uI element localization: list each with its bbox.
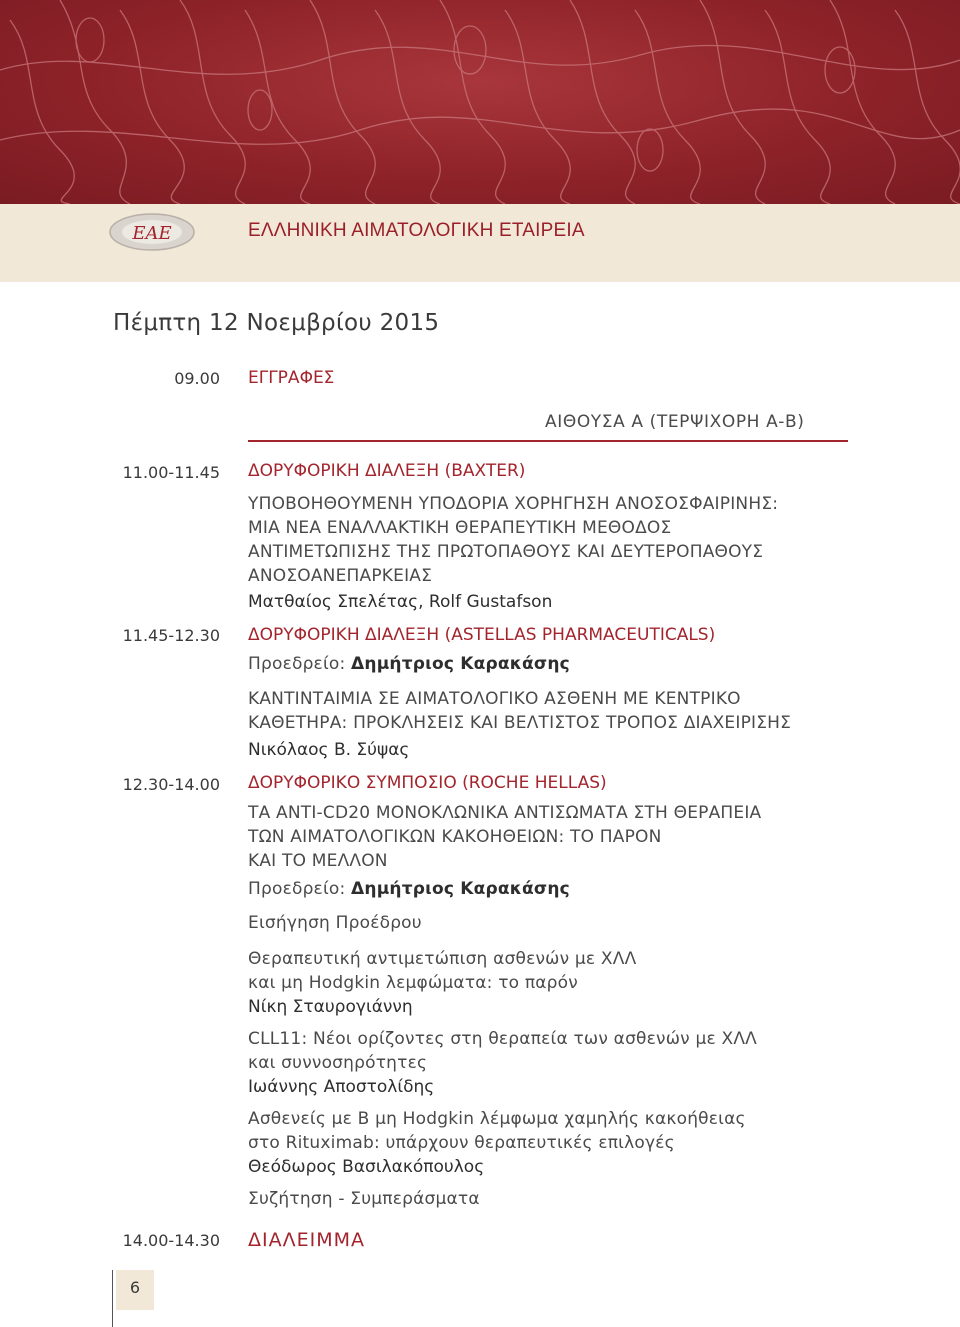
talk-title-line: ΤΑ ΑΝΤΙ-CD20 ΜΟΝΟΚΛΩΝΙΚΑ ΑΝΤΙΣΩΜΑΤΑ ΣΤΗ ΘΕΡΑΠΕΙΑ [248,803,762,823]
speaker-name: Νικόλαος Β. Σύψας [248,740,410,760]
break-time: 14.00-14.30 [122,1231,220,1250]
session-title: ΔΟΡΥΦΟΡΙΚΗ ΔΙΑΛΕΞΗ (ASTELLAS PHARMACEUTICALS) [248,625,716,645]
speaker-name: Νίκη Σταυρογιάννη [248,997,413,1017]
page-date: Πέμπτη 12 Νοεμβρίου 2015 [113,310,440,336]
logo-text: ΕΑΕ [132,223,172,244]
talk-title-line: και συννοσηρότητες [248,1053,428,1073]
decorative-banner [0,0,960,204]
talk-title-line: ΚΑΝΤΙΝΤΑΙΜΙΑ ΣΕ ΑΙΜΑΤΟΛΟΓΙΚΟ ΑΣΘΕΝΗ ΜΕ ΚΕΝΤΡΙΚΟ [248,689,741,709]
registration-title: ΕΓΓΡΑΦΕΣ [248,368,335,388]
speaker-name: Θεόδωρος Βασιλακόπουλος [248,1157,485,1177]
chair-label: Προεδρείο: [248,879,352,899]
session-time: 12.30-14.00 [122,775,220,794]
talk-title-line: ΚΑΙ ΤΟ ΜΕΛΛΟΝ [248,851,388,871]
break-title: ΔΙΑΛΕΙΜΜΑ [248,1229,365,1251]
talk-title-line: ΤΩΝ ΑΙΜΑΤΟΛΟΓΙΚΩΝ ΚΑΚΟΗΘΕΙΩΝ: ΤΟ ΠΑΡΟΝ [248,827,662,847]
session-title: ΔΟΡΥΦΟΡΙΚΟ ΣΥΜΠΟΣΙΟ (ROCHE HELLAS) [248,773,607,793]
talk-title-line: Θεραπευτική αντιμετώπιση ασθενών με ΧΛΛ [248,949,637,969]
session-time: 11.00-11.45 [122,463,220,482]
room-divider [248,440,848,442]
page-number: 6 [129,1278,141,1297]
registration-time: 09.00 [174,369,220,388]
chair-label: Προεδρείο: [248,654,352,674]
talk-title-line: ΑΝΟΣΟΑΝΕΠΑΡΚΕΙΑΣ [248,566,433,586]
society-name: ΕΛΛΗΝΙΚΗ ΑΙΜΑΤΟΛΟΓΙΚΗ ΕΤΑΙΡΕΙΑ [248,220,585,241]
chair-name: Δημήτριος Καρακάσης [351,654,570,674]
page-side-rule [112,1270,113,1327]
banner-pattern-icon [0,0,960,204]
session-time: 11.45-12.30 [122,626,220,645]
speaker-name: Ιωάννης Αποστολίδης [248,1077,435,1097]
talk-title-line: ΥΠΟΒΟΗΘΟΥΜΕΝΗ ΥΠΟΔΟΡΙΑ ΧΟΡΗΓΗΣΗ ΑΝΟΣΟΣΦΑΙΡΙΝΗΣ: [248,494,779,514]
talk-title-line: ΑΝΤΙΜΕΤΩΠΙΣΗΣ ΤΗΣ ΠΡΩΤΟΠΑΘΟΥΣ ΚΑΙ ΔΕΥΤΕΡΟΠΑΘΟΥΣ [248,542,764,562]
talk-title-line: Ασθενείς με Β μη Hodgkin λέμφωμα χαμηλής κακοήθειας [248,1109,746,1129]
talk-title-line: ΚΑΘΕΤΗΡΑ: ΠΡΟΚΛΗΣΕΙΣ ΚΑΙ ΒΕΛΤΙΣΤΟΣ ΤΡΟΠΟΣ ΔΙΑΧΕΙΡΙΣΗΣ [248,713,792,733]
room-label: ΑΙΘΟΥΣΑ Α (ΤΕΡΨΙΧΟΡΗ Α-Β) [545,412,805,432]
speaker-names: Ματθαίος Σπελέτας, Rolf Gustafson [248,592,553,612]
society-logo-icon [108,212,196,252]
talk-title-line: CLL11: Νέοι ορίζοντες στη θεραπεία των ασθενών με ΧΛΛ [248,1029,757,1049]
session-title: ΔΟΡΥΦΟΡΙΚΗ ΔΙΑΛΕΞΗ (BAXTER) [248,461,526,481]
page-number-box [116,1270,154,1310]
discussion-line: Συζήτηση - Συμπεράσματα [248,1189,480,1209]
talk-title-line: στο Rituximab: υπάρχουν θεραπευτικές επιλογές [248,1133,675,1153]
talk-title-line: και μη Hodgkin λεμφώματα: το παρόν [248,973,578,993]
talk-title-line: ΜΙΑ ΝΕΑ ΕΝΑΛΛΑΚΤΙΚΗ ΘΕΡΑΠΕΥΤΙΚΗ ΜΕΘΟΔΟΣ [248,518,672,538]
intro-line: Εισήγηση Προέδρου [248,913,422,933]
chair-line [248,654,570,674]
chair-name: Δημήτριος Καρακάσης [351,879,570,899]
chair-line [248,879,570,899]
